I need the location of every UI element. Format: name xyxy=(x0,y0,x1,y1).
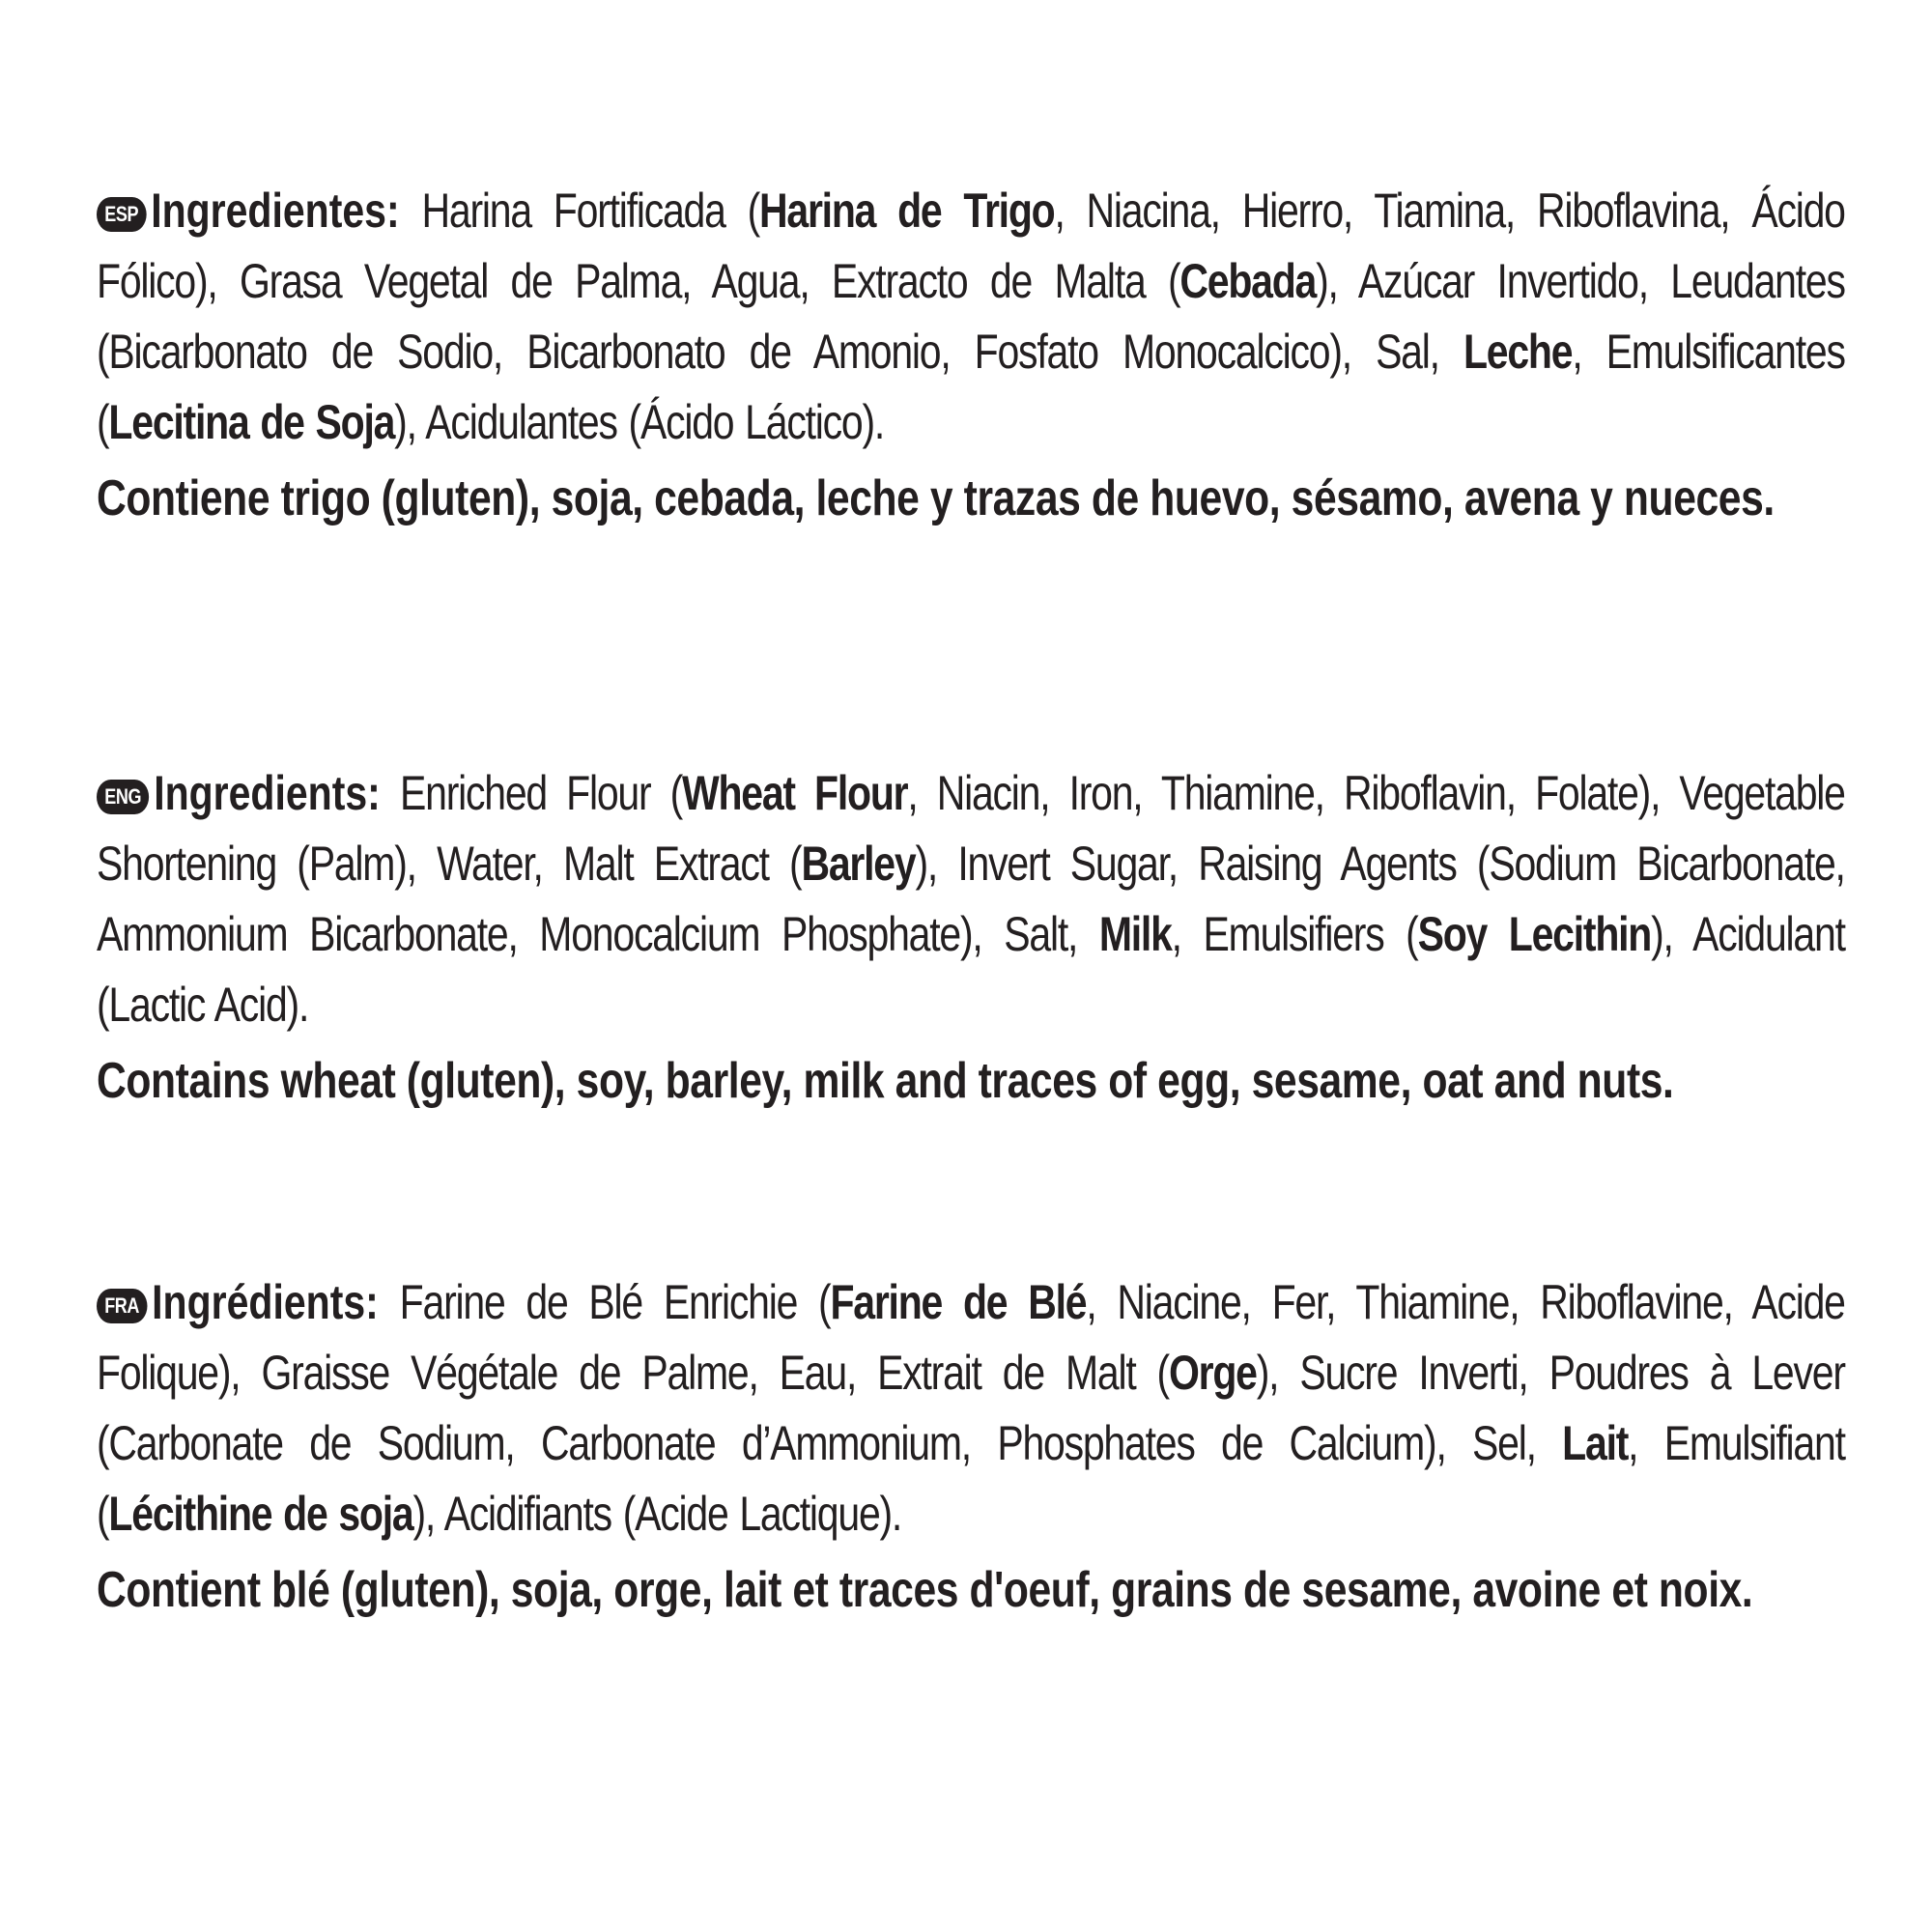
ingredients-heading-english: Ingredients: xyxy=(154,766,381,820)
ingredients-text: , Emulsifiant ( xyxy=(97,1416,1845,1541)
language-badge-spanish: ESP xyxy=(97,197,146,232)
allergen-ingredient: Harina de Trigo xyxy=(759,184,1055,238)
allergen-ingredient: Lait xyxy=(1562,1416,1629,1470)
allergen-ingredient: Cebada xyxy=(1179,254,1317,308)
section-french xyxy=(97,1267,1845,1626)
allergen-ingredient: Lécithine de soja xyxy=(108,1487,413,1541)
allergen-ingredient: Soy Lecithin xyxy=(1417,907,1652,961)
ingredients-text: , Niacin, Iron, Thiamine, Riboflavin, Folate), Vegetable Shortening (Palm), Water, Malt Extract ( xyxy=(97,766,1845,891)
ingredients-text: ), Azúcar Invertido, Leudantes (Bicarbonato de Sodio, Bicarbonato de Amonio, Fosfato Monocalcico), Sal, xyxy=(97,254,1845,379)
ingredients-text: Harina Fortificada ( xyxy=(399,184,760,238)
ingredients-heading-french: Ingrédients: xyxy=(152,1275,379,1329)
ingredients-text: , Emulsifiers ( xyxy=(1171,907,1418,961)
section-english xyxy=(97,758,1845,1117)
allergen-ingredient: Lecitina de Soja xyxy=(108,395,395,449)
allergen-statement-french: Contient blé (gluten), soja, orge, lait et traces d'oeuf, grains de sesame, avoine et noix. xyxy=(97,1562,1753,1618)
ingredients-text: , Niacine, Fer, Thiamine, Riboflavine, Acide Folique), Graisse Végétale de Palme, Eau, Extrait de Malt ( xyxy=(97,1275,1845,1400)
ingredients-heading-spanish: Ingredientes: xyxy=(151,184,400,238)
allergen-ingredient: Farine de Blé xyxy=(830,1275,1087,1329)
ingredients-text: ), Sucre Inverti, Poudres à Lever (Carbonate de Sodium, Carbonate d’Ammonium, Phosphates de Calcium), Sel, xyxy=(97,1346,1845,1470)
allergen-ingredient: Milk xyxy=(1098,907,1172,961)
allergen-ingredient: Barley xyxy=(801,837,916,891)
ingredients-paragraph-english xyxy=(97,758,1845,1040)
ingredients-text: ), Acidifiants (Acide Lactique). xyxy=(412,1487,902,1541)
ingredients-text: Farine de Blé Enrichie ( xyxy=(378,1275,831,1329)
allergen-statement-english: Contains wheat (gluten), soy, barley, milk and traces of egg, sesame, oat and nuts. xyxy=(97,1053,1674,1109)
ingredients-paragraph-spanish xyxy=(97,176,1845,458)
allergen-ingredient: Orge xyxy=(1168,1346,1257,1400)
language-badge-english: ENG xyxy=(97,780,149,814)
ingredients-text: ), Acidulant (Lactic Acid). xyxy=(97,907,1845,1032)
section-spanish xyxy=(97,176,1845,534)
ingredients-text: , Niacina, Hierro, Tiamina, Riboflavina, Ácido Fólico), Grasa Vegetal de Palma, Agua, Extracto de Malta ( xyxy=(97,184,1845,308)
allergen-statement-spanish: Contiene trigo (gluten), soja, cebada, leche y trazas de huevo, sésamo, avena y nueces. xyxy=(97,470,1775,526)
ingredients-text: ), Invert Sugar, Raising Agents (Sodium Bicarbonate, Ammonium Bicarbonate, Monocalcium Phosphate), Salt, xyxy=(97,837,1845,961)
ingredients-paragraph-french xyxy=(97,1267,1845,1549)
ingredients-text: ), Acidulantes (Ácido Láctico). xyxy=(394,395,885,449)
ingredients-text: Enriched Flour ( xyxy=(380,766,683,820)
ingredients-text: , Emulsificantes ( xyxy=(97,325,1845,449)
language-badge-french: FRA xyxy=(97,1289,147,1323)
allergen-ingredient: Leche xyxy=(1463,325,1573,379)
allergen-ingredient: Wheat Flour xyxy=(682,766,908,820)
